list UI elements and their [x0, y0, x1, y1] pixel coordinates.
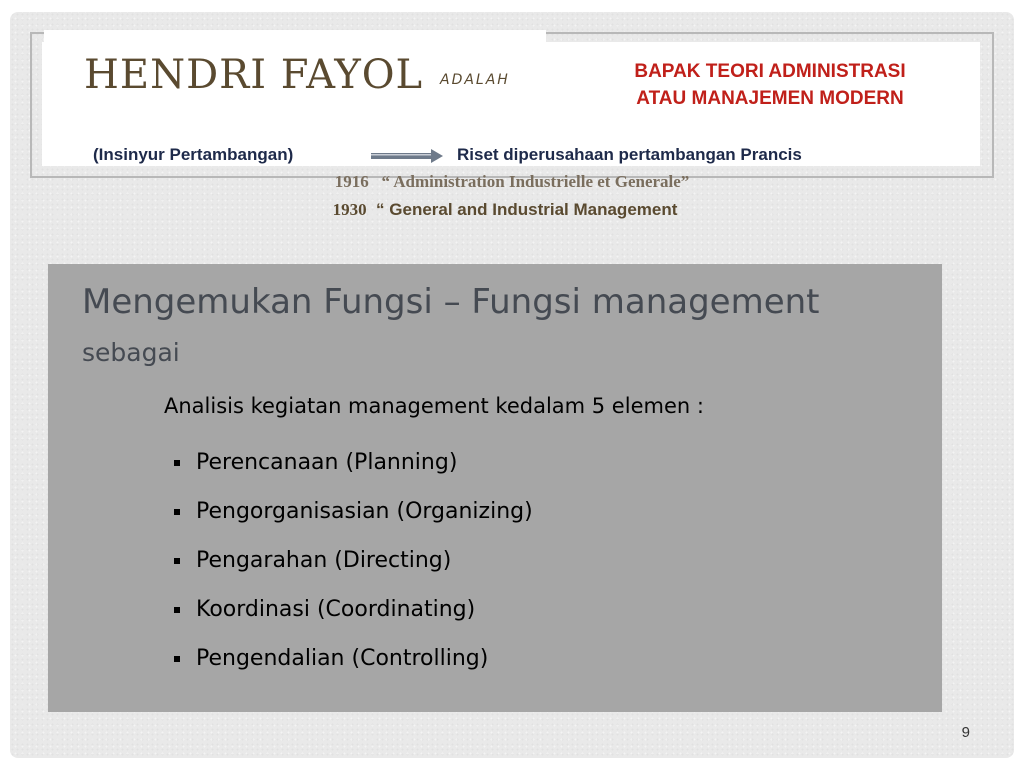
publication-1930 [0, 200, 1010, 220]
publication-1916: 1916 “ Administration Industrielle et Generale” [334, 172, 690, 191]
list-item-label: Perencanaan (Planning) [196, 450, 458, 475]
list-item [172, 487, 533, 536]
elements-list [172, 438, 533, 683]
subtitle-line-1: BAPAK TEORI ADMINISTRASI [634, 61, 906, 82]
research-text: Riset diperusahaan pertambangan Prancis [457, 145, 802, 164]
content-heading [82, 278, 882, 377]
title-connector: ADALAH [440, 72, 510, 88]
publication-1930-title: “ General and Industrial Management [366, 200, 678, 219]
list-item-label: Pengorganisasian (Organizing) [196, 499, 533, 524]
list-item [172, 438, 533, 487]
square-bullet-icon [174, 607, 180, 613]
slide-title: HENDRI FAYOL [84, 52, 424, 98]
content-heading-suffix: sebagai [82, 338, 180, 367]
title-notch [44, 30, 546, 44]
subtitle-line-2: ATAU MANAJEMEN MODERN [636, 88, 904, 109]
square-bullet-icon [174, 656, 180, 662]
square-bullet-icon [174, 509, 180, 515]
profession-text: (Insinyur Pertambangan) [93, 145, 294, 164]
page-number: 9 [961, 724, 970, 741]
list-item-label: Pengendalian (Controlling) [196, 646, 489, 671]
list-item-label: Pengarahan (Directing) [196, 548, 452, 573]
list-item [172, 585, 533, 634]
square-bullet-icon [174, 460, 180, 466]
publication-1930-year: 1930 [332, 200, 367, 219]
analysis-text: Analisis kegiatan management kedalam 5 elemen : [164, 394, 704, 418]
content-heading-main: Mengemukan Fungsi – Fungsi management [82, 282, 820, 322]
list-item [172, 634, 533, 683]
subtitle [570, 58, 970, 112]
square-bullet-icon [174, 558, 180, 564]
list-item-label: Koordinasi (Coordinating) [196, 597, 476, 622]
list-item [172, 536, 533, 585]
arrow-right-icon [371, 149, 443, 163]
